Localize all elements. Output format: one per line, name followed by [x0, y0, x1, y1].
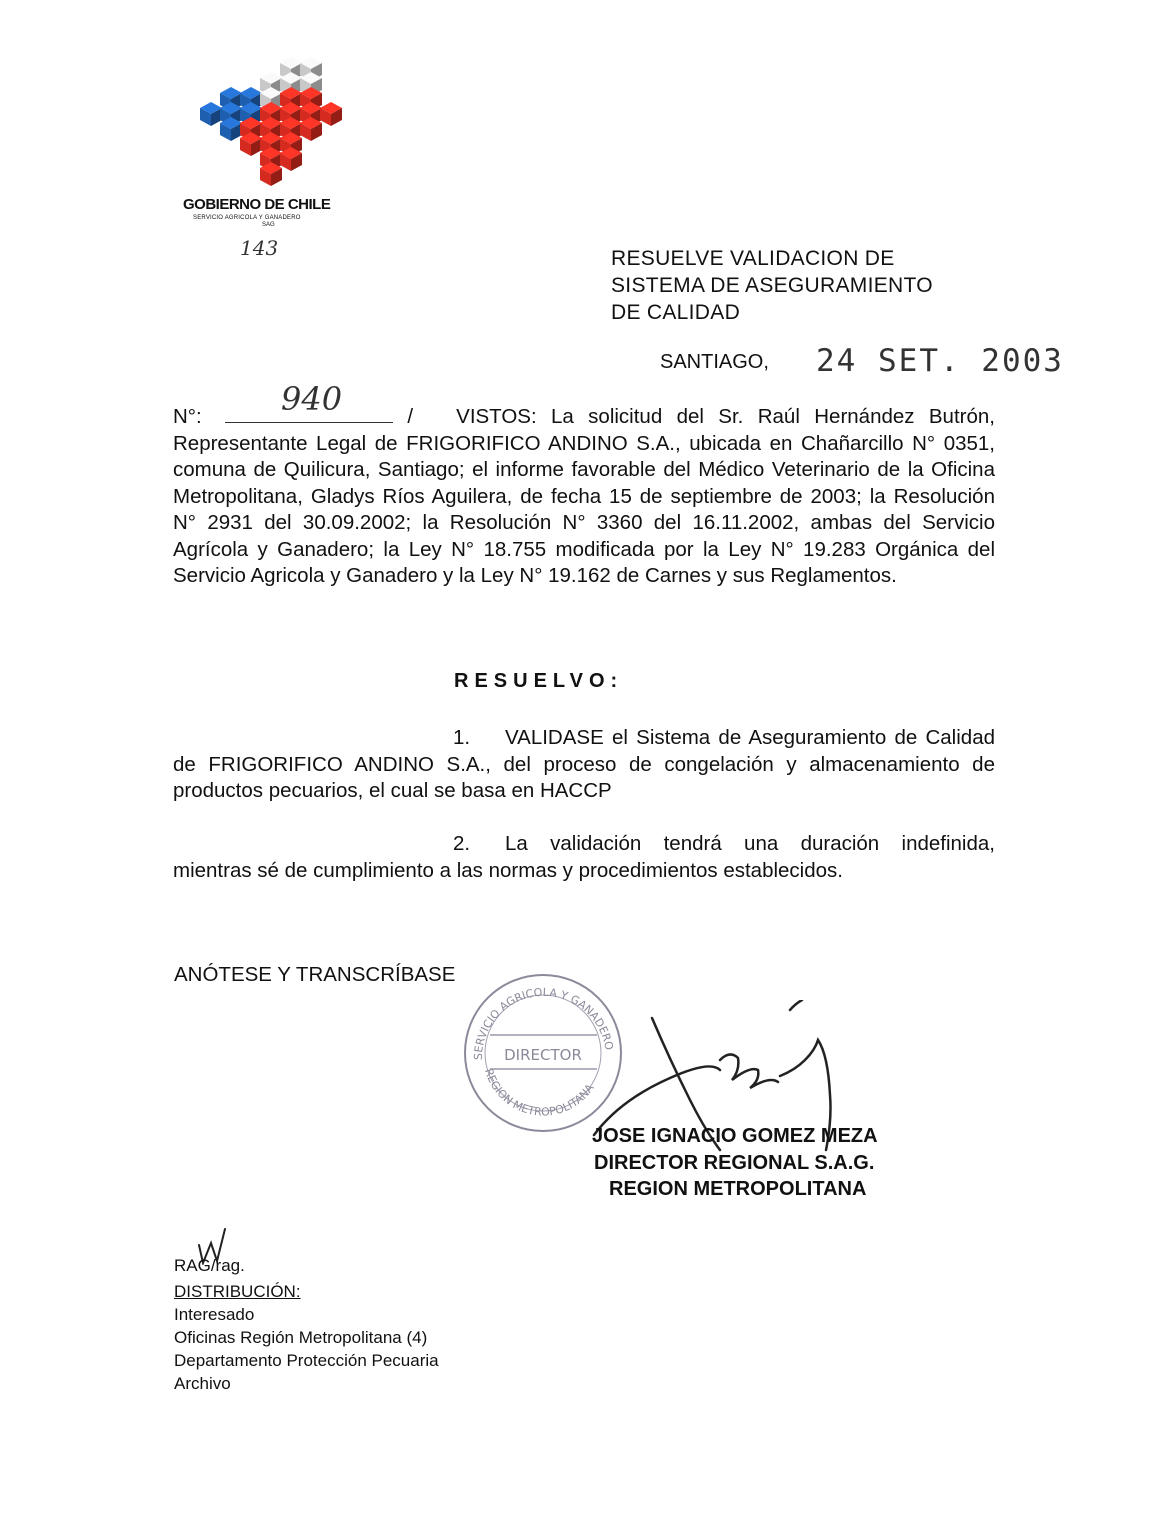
document-subject [611, 245, 933, 326]
item-number: 1. [453, 726, 471, 749]
gobierno-de-chile-logo [190, 55, 350, 195]
item-text: VALIDASE el Sistema de Aseguramiento de Calidad de FRIGORIFICO ANDINO S.A., del proceso de congelación y almacenamiento de productos pecuarios, el cual se basa en HACCP [173, 726, 995, 802]
org-sub: SERVICIO AGRICOLA Y GANADERO [193, 215, 301, 221]
number-slash: / [407, 405, 414, 428]
distribution-list [174, 1280, 439, 1395]
subject-line: SISTEMA DE ASEGURAMIENTO [611, 274, 933, 297]
org-name: GOBIERNO DE CHILE [183, 196, 331, 213]
number-field [225, 380, 393, 423]
vistos-paragraph [173, 380, 995, 590]
resolution-item [173, 831, 995, 884]
distribution-item: Departamento Protección Pecuaria [174, 1351, 439, 1370]
closing-formula: ANÓTESE Y TRANSCRÍBASE [174, 963, 456, 986]
date-stamp: 24 SET. 2003 [816, 343, 1064, 379]
handwritten-resolution-number: 940 [281, 380, 343, 418]
distribution-title: DISTRIBUCIÓN: [174, 1282, 301, 1301]
signer-name: JOSE IGNACIO GOMEZ MEZA [592, 1125, 878, 1147]
city: SANTIAGO, [660, 351, 769, 373]
vistos-text: VISTOS: La solicitud del Sr. Raúl Hernández Butrón, Representante Legal de FRIGORIFICO ANDINO S.A., ubicada en Chañarcillo N° 0351, comuna de Quilicura, Santiago; el informe favorable del Médico Veterinario de la Oficina Metropolitana, Gladys Ríos Aguilera, de fecha 15 de septiembre de 2003; la Resolución N° 2931 del 30.09.2002; la Resolución N° 3360 del 16.11.2002, ambas del Servicio Agrícola y Ganadero; la Ley N° 18.755 modificada por la Ley N° 19.283 Orgánica del Servicio Agricola y Ganadero y la Ley N° 19.162 de Carnes y sus Reglamentos. [173, 405, 995, 587]
signer-block [592, 1123, 878, 1203]
seal-center-text: DIRECTOR [504, 1046, 582, 1064]
resolution-item [173, 725, 995, 805]
reference-initials: RAG/rag. [174, 1256, 245, 1275]
distribution-item: Oficinas Región Metropolitana (4) [174, 1328, 428, 1347]
org-abbr: SAG [262, 222, 275, 228]
seal-top-text: SERVICIO AGRICOLA Y GANADERO [471, 985, 616, 1061]
resuelvo-heading: RESUELVO: [454, 670, 624, 692]
signer-title: DIRECTOR REGIONAL S.A.G. [594, 1151, 875, 1174]
subject-line: RESUELVE VALIDACION DE [611, 247, 895, 270]
distribution-item: Interesado [174, 1305, 255, 1324]
item-text: La validación tendrá una duración indefinida, mientras sé de cumplimiento a las normas y procedimientos establecidos. [173, 832, 995, 882]
signer-region: REGION METROPOLITANA [609, 1178, 867, 1200]
distribution-item: Archivo [174, 1374, 231, 1393]
subject-line: DE CALIDAD [611, 301, 741, 324]
item-number: 2. [453, 832, 471, 855]
number-label: N°: [173, 405, 202, 428]
handwritten-number: 143 [240, 236, 279, 260]
seal-bottom-text: REGION METROPOLITANA [482, 1066, 597, 1119]
